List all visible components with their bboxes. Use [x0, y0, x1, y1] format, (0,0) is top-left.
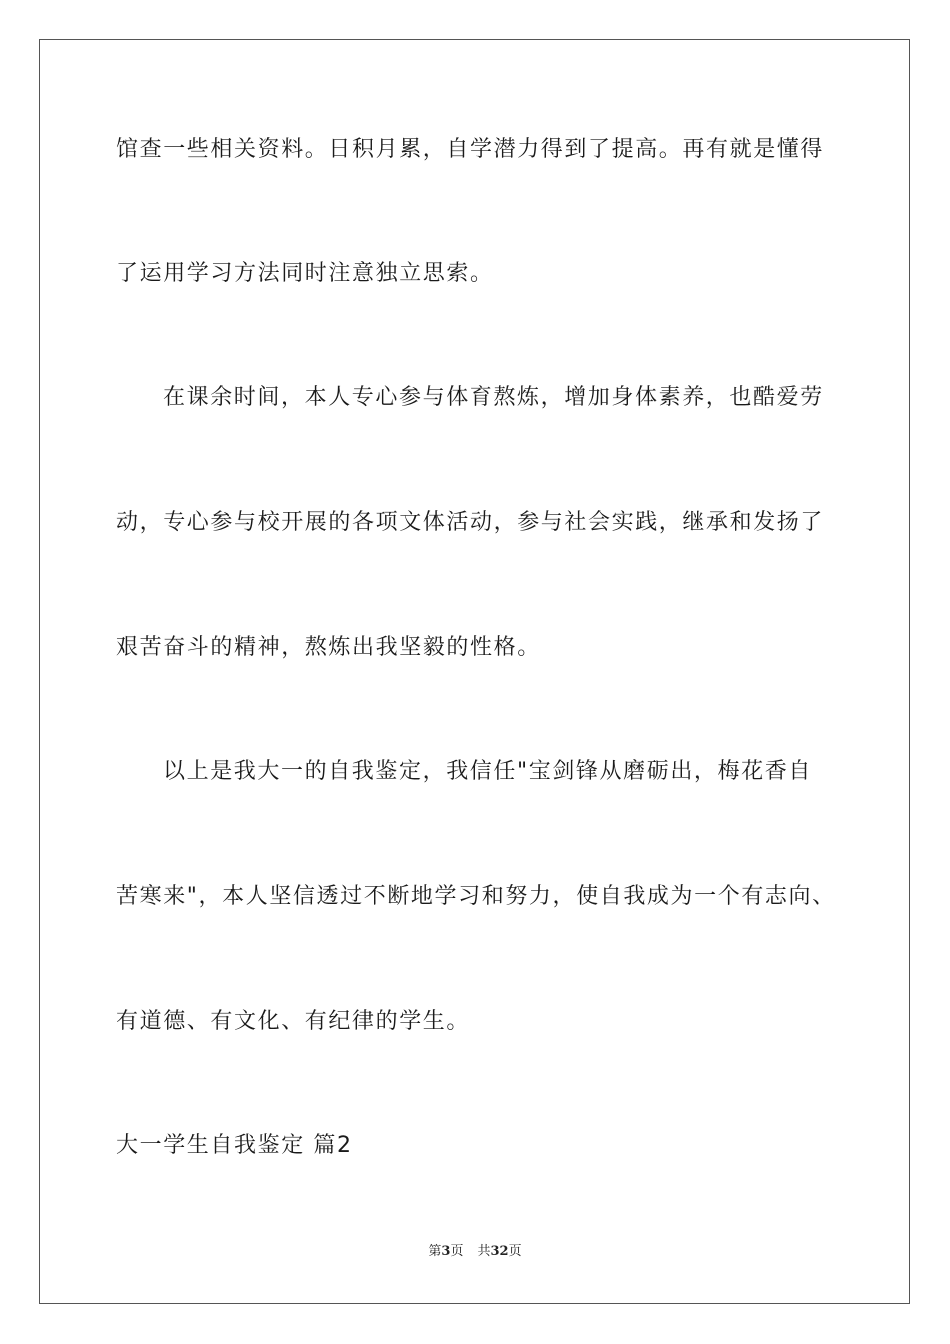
total-suffix: 页 [508, 1244, 522, 1259]
body-text-line: 有道德、有文化、有纪律的学生。 [116, 1009, 471, 1034]
body-text-line: 了运用学习方法同时注意独立思索。 [116, 261, 494, 286]
page-footer [0, 1243, 950, 1261]
section-heading: 大一学生自我鉴定 篇2 [116, 1133, 353, 1158]
page-border [39, 39, 910, 1304]
body-text-line: 艰苦奋斗的精神，熬炼出我坚毅的性格。 [116, 635, 541, 660]
body-text-line: 动，专心参与校开展的各项文体活动，参与社会实践，继承和发扬了 [116, 510, 825, 535]
total-prefix: 共 [477, 1244, 491, 1259]
paragraph-start-line: 在课余时间，本人专心参与体育熬炼，增加身体素养，也酷爱劳 [163, 385, 824, 410]
paragraph-start-line: 以上是我大一的自我鉴定，我信任"宝剑锋从磨砺出，梅花香自 [163, 759, 812, 784]
total-page-count: 32 [490, 1244, 509, 1259]
body-text-line: 馆查一些相关资料。日积月累，自学潜力得到了提高。再有就是懂得 [116, 137, 825, 162]
page-prefix: 第 [428, 1244, 442, 1259]
current-page-number: 3 [441, 1244, 451, 1259]
page-suffix: 页 [450, 1244, 464, 1259]
body-text-line: 苦寒来"，本人坚信透过不断地学习和努力，使自我成为一个有志向、 [116, 884, 836, 909]
